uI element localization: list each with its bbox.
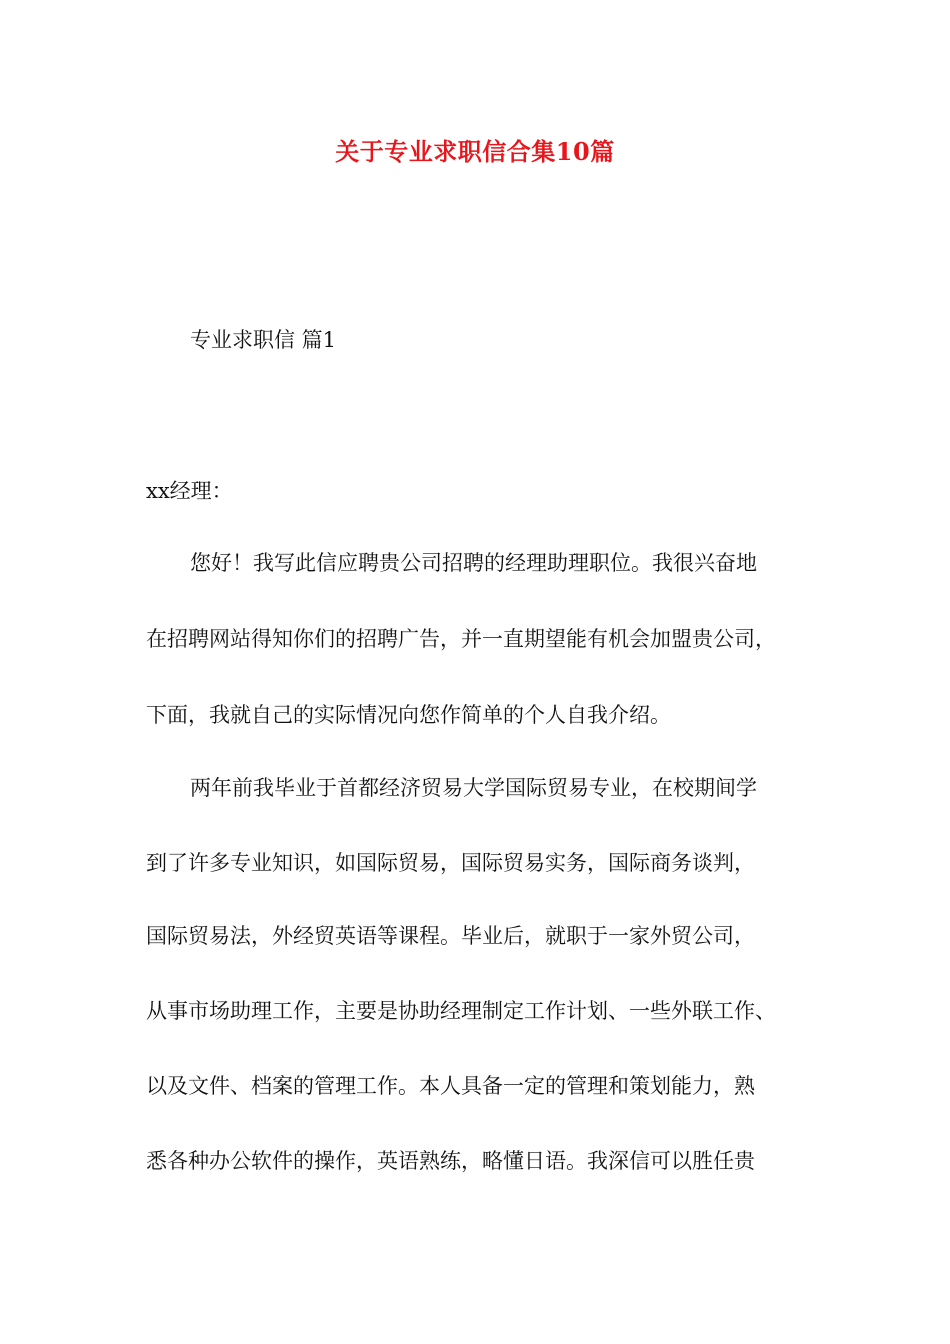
document-title: 关于专业求职信合集10篇: [335, 137, 615, 166]
body-line: 以及文件、档案的管理工作。本人具备一定的管理和策划能力，熟: [146, 1074, 755, 1098]
body-line: 到了许多专业知识，如国际贸易，国际贸易实务，国际商务谈判，: [146, 851, 755, 875]
body-line: 国际贸易法，外经贸英语等课程。毕业后，就职于一家外贸公司，: [146, 924, 755, 948]
body-line: 从事市场助理工作，主要是协助经理制定工作计划、一些外联工作、: [146, 999, 776, 1023]
section-heading: 专业求职信 篇1: [190, 328, 337, 352]
body-line: 两年前我毕业于首都经济贸易大学国际贸易专业，在校期间学: [190, 776, 757, 800]
body-line: 在招聘网站得知你们的招聘广告，并一直期望能有机会加盟贵公司，: [146, 627, 776, 651]
body-line: 悉各种办公软件的操作，英语熟练，略懂日语。我深信可以胜任贵: [146, 1149, 755, 1173]
body-line: 您好！我写此信应聘贵公司招聘的经理助理职位。我很兴奋地: [190, 551, 757, 575]
salutation: xx经理：: [146, 479, 233, 503]
body-line: 下面，我就自己的实际情况向您作简单的个人自我介绍。: [146, 703, 671, 727]
